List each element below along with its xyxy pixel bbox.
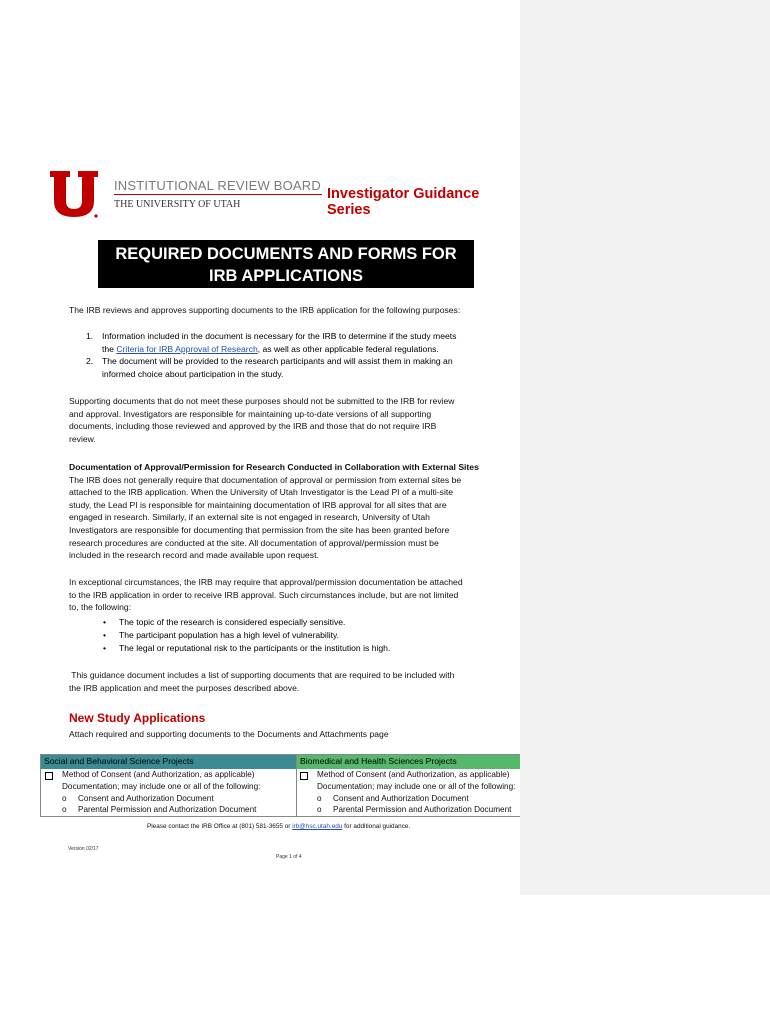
list-item bbox=[102, 355, 504, 380]
sub-bullet-icon: o bbox=[62, 805, 67, 814]
documents-table bbox=[40, 754, 525, 817]
bullet-item: The topic of the research is considered especially sensitive. bbox=[119, 617, 346, 627]
paragraph-line: to, the following: bbox=[69, 602, 132, 613]
list-number: 1. bbox=[86, 331, 94, 341]
intro-text: The IRB reviews and approves supporting documents to the IRB application for the following purposes: bbox=[69, 305, 461, 315]
document-title-box bbox=[98, 240, 474, 288]
paragraph-line: This guidance document includes a list of supporting documents that are required to be included with bbox=[69, 670, 455, 680]
list-item bbox=[102, 330, 504, 355]
table-header-biomedical bbox=[297, 755, 524, 769]
external-sites-section bbox=[69, 461, 503, 562]
list-item-line: Information included in the document is necessary for the IRB to determine if the study meets bbox=[102, 331, 457, 341]
contact-footer bbox=[147, 823, 410, 830]
paragraph-line: documents, including those reviewed and approved by the IRB and those that do not require IRB bbox=[69, 421, 437, 432]
paragraph-line: attached to the IRB application. When the University of Utah Investigator is the Lead PI of a multi-site bbox=[69, 487, 454, 498]
header-label: Social and Behavioral Science Projects bbox=[44, 756, 194, 766]
checkbox-icon bbox=[300, 772, 308, 780]
paragraph-line: study, the Lead PI is responsible for maintaining documentation of IRB approval for all sites that are bbox=[69, 499, 447, 510]
list-number: 2. bbox=[86, 356, 94, 366]
table-cell-subitem: Parental Permission and Authorization Document bbox=[78, 805, 257, 814]
paragraph-line: review. bbox=[69, 433, 96, 444]
university-name: THE UNIVERSITY OF UTAH bbox=[114, 199, 241, 210]
sub-bullet-icon: o bbox=[62, 794, 67, 803]
paragraph-line: the IRB application and meet the purposes described above. bbox=[69, 682, 300, 693]
list-item-line: The document will be provided to the research participants and will assist them in making an bbox=[102, 356, 453, 366]
table-header-social bbox=[41, 755, 297, 769]
list-item-line bbox=[102, 343, 504, 356]
bullet-icon: • bbox=[103, 617, 107, 627]
bullet-item: The legal or reputational risk to the participants or the institution is high. bbox=[119, 643, 391, 653]
irb-title: INSTITUTIONAL REVIEW BOARD bbox=[114, 178, 321, 193]
header-rule bbox=[114, 194, 322, 195]
table-cell-item: Documentation; may include one or all of the following: bbox=[317, 782, 516, 791]
series-title: Investigator Guidance Series bbox=[327, 186, 480, 218]
bullet-icon: • bbox=[103, 643, 107, 653]
paragraph-line: engaged in research. Similarly, if an external site is not engaged in research, University of Utah bbox=[69, 512, 430, 523]
checkbox-icon bbox=[45, 772, 53, 780]
text-span: Please contact the IRB Office at (801) 581-3655 or bbox=[147, 823, 293, 830]
bullet-item: The participant population has a high level of vulnerability. bbox=[119, 630, 340, 640]
paragraph-line: Supporting documents that do not meet these purposes should not be submitted to the IRB for review bbox=[69, 396, 455, 406]
university-of-utah-logo-icon bbox=[50, 171, 98, 219]
comment-pane bbox=[520, 0, 770, 895]
paragraph-line: included in the research record and made available upon request. bbox=[69, 550, 319, 561]
sub-bullet-icon: o bbox=[317, 805, 322, 814]
criteria-link[interactable]: Criteria for IRB Approval of Research bbox=[116, 343, 258, 354]
table-cell-item: Method of Consent (and Authorization, as applicable) bbox=[317, 770, 510, 779]
text-span: the bbox=[102, 343, 117, 354]
sub-bullet-icon: o bbox=[317, 794, 322, 803]
supporting-paragraph bbox=[69, 395, 503, 445]
column-divider bbox=[296, 755, 297, 816]
table-cell-item: Method of Consent (and Authorization, as applicable) bbox=[62, 770, 255, 779]
table-cell-subitem: Consent and Authorization Document bbox=[78, 794, 214, 803]
list-item-line: informed choice about participation in the study. bbox=[102, 368, 284, 379]
guidance-paragraph bbox=[69, 669, 503, 694]
external-sites-heading: Documentation of Approval/Permission for Research Conducted in Collaboration with External Sites bbox=[69, 462, 479, 472]
page-number: Page 1 of 4 bbox=[276, 854, 302, 860]
paragraph-line: research procedures are conducted at the site. All documentation of approval/permission must be bbox=[69, 537, 439, 548]
paragraph-line: Investigators are responsible for documenting that permission from the site has been granted before bbox=[69, 524, 450, 535]
paragraph-line: The IRB does not generally require that documentation of approval or permission from external sites be bbox=[69, 474, 462, 485]
text-span: for additional guidance. bbox=[342, 823, 411, 830]
document-title-line2: IRB APPLICATIONS bbox=[208, 267, 363, 285]
paragraph-line: and approval. Investigators are responsible for maintaining up-to-date versions of all supporting bbox=[69, 408, 432, 419]
table-cell-subitem: Consent and Authorization Document bbox=[333, 794, 469, 803]
irb-email-link[interactable]: irb@hsc.utah.edu bbox=[292, 823, 343, 830]
header-label: Biomedical and Health Sciences Projects bbox=[300, 756, 457, 766]
version-label: Version 02/17 bbox=[68, 846, 99, 852]
new-study-subtext: Attach required and supporting documents to the Documents and Attachments page bbox=[69, 729, 389, 739]
document-title-line1: REQUIRED DOCUMENTS AND FORMS FOR bbox=[115, 245, 457, 263]
bullet-icon: • bbox=[103, 630, 107, 640]
new-study-heading: New Study Applications bbox=[69, 711, 206, 725]
exceptional-paragraph bbox=[69, 576, 503, 614]
table-cell-item: Documentation; may include one or all of the following: bbox=[62, 782, 261, 791]
text-span: , as well as other applicable federal regulations. bbox=[257, 343, 439, 354]
paragraph-line: In exceptional circumstances, the IRB may require that approval/permission documentation be attached bbox=[69, 577, 463, 587]
paragraph-line: to the IRB application in order to receive IRB approval. Such circumstances include, but are not limited bbox=[69, 589, 459, 600]
table-cell-subitem: Parental Permission and Authorization Document bbox=[333, 805, 512, 814]
